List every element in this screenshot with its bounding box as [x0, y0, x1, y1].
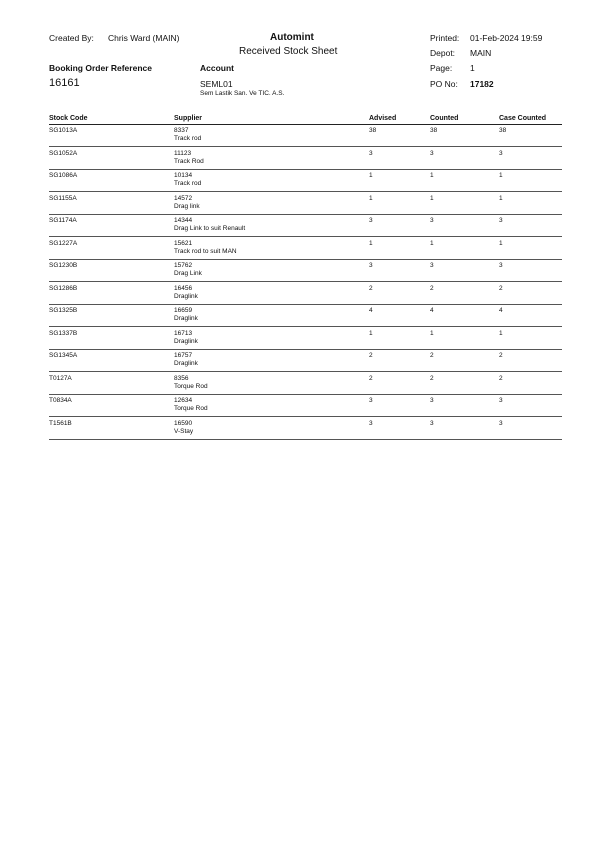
advised-cell: 3 — [369, 149, 373, 157]
depot-label: Depot: — [430, 48, 456, 58]
printed-label: Printed: — [430, 33, 460, 43]
counted-cell: 1 — [430, 329, 434, 337]
row-divider — [49, 146, 562, 147]
counted-cell: 3 — [430, 419, 434, 427]
supplier-description-cell: Track Rod — [174, 157, 204, 165]
case-counted-cell: 1 — [499, 239, 503, 247]
case-counted-cell: 2 — [499, 284, 503, 292]
supplier-description-cell: Draglink — [174, 315, 198, 322]
case-counted-cell: 4 — [499, 307, 503, 314]
depot-value: MAIN — [470, 48, 492, 58]
row-divider — [49, 214, 562, 215]
table-row — [0, 127, 595, 148]
advised-cell: 3 — [369, 262, 373, 269]
advised-cell: 2 — [369, 352, 373, 359]
supplier-description-cell: Drag link — [174, 202, 200, 210]
col-header-stock-code: Stock Code — [49, 115, 88, 122]
advised-cell: 2 — [369, 374, 373, 382]
counted-cell: 38 — [430, 127, 438, 134]
supplier-code-cell: 14344 — [174, 217, 193, 224]
table-row — [0, 217, 595, 238]
created-by-value: Chris Ward (MAIN) — [108, 33, 180, 43]
advised-cell: 1 — [369, 172, 373, 179]
col-header-advised: Advised — [369, 115, 397, 122]
counted-cell: 3 — [430, 217, 434, 224]
advised-cell: 3 — [369, 419, 373, 427]
counted-cell: 3 — [430, 397, 434, 404]
stock-code-cell: SG1345A — [49, 352, 78, 359]
table-row — [0, 285, 595, 306]
stock-code-cell: SG1174A — [49, 217, 77, 224]
table-row — [0, 195, 595, 216]
col-header-counted: Counted — [430, 115, 459, 122]
advised-cell: 3 — [369, 397, 373, 404]
supplier-description-cell: V-Stay — [174, 427, 194, 435]
advised-cell: 2 — [369, 284, 373, 292]
advised-cell: 38 — [369, 127, 377, 134]
table-row — [0, 262, 595, 283]
account-label: Account — [200, 63, 234, 73]
case-counted-cell: 3 — [499, 217, 503, 224]
stock-code-cell: SG1052A — [49, 149, 78, 157]
case-counted-cell: 3 — [499, 262, 503, 269]
stock-code-cell: SG1337B — [49, 329, 78, 337]
supplier-description-cell: Draglink — [174, 292, 198, 300]
counted-cell: 3 — [430, 149, 434, 157]
counted-cell: 1 — [430, 239, 434, 247]
supplier-code-cell: 16757 — [174, 352, 193, 359]
stock-code-cell: SG1155A — [49, 194, 77, 202]
page-number-value: 1 — [470, 63, 475, 73]
case-counted-cell: 3 — [499, 149, 503, 157]
printed-value: 01-Feb-2024 19:59 — [470, 33, 543, 43]
table-row — [0, 397, 595, 418]
table-row — [0, 240, 595, 261]
created-by-label: Created By: — [49, 33, 94, 43]
row-divider — [49, 326, 562, 327]
supplier-code-cell: 12634 — [174, 397, 193, 404]
booking-ref-label: Booking Order Reference — [49, 63, 152, 73]
table-row — [0, 420, 595, 441]
row-divider — [49, 169, 562, 170]
stock-code-cell: T1561B — [49, 419, 72, 427]
row-divider — [49, 259, 562, 260]
row-divider — [49, 416, 562, 417]
table-row — [0, 330, 595, 351]
supplier-code-cell: 15621 — [174, 239, 193, 247]
row-divider — [49, 394, 562, 395]
case-counted-cell: 3 — [499, 397, 503, 404]
table-row — [0, 172, 595, 193]
po-number-value: 17182 — [470, 79, 494, 89]
supplier-description-cell: Torque Rod — [174, 382, 208, 390]
stock-code-cell: SG1086A — [49, 172, 78, 179]
po-number-label: PO No: — [430, 79, 458, 89]
case-counted-cell: 1 — [499, 172, 503, 179]
case-counted-cell: 1 — [499, 329, 503, 337]
account-name: Sem Lastik San. Ve TIC. A.S. — [200, 90, 285, 97]
advised-cell: 1 — [369, 329, 373, 337]
table-row — [0, 150, 595, 171]
booking-ref-value: 16161 — [49, 77, 80, 89]
supplier-code-cell: 8356 — [174, 374, 189, 382]
case-counted-cell: 2 — [499, 352, 503, 359]
supplier-description-cell: Draglink — [174, 360, 198, 367]
supplier-description-cell: Drag Link to suit Renault — [174, 225, 246, 232]
page-number-label: Page: — [430, 63, 453, 73]
col-header-case-counted: Case Counted — [499, 115, 547, 122]
supplier-description-cell: Torque Rod — [174, 405, 208, 412]
supplier-description-cell: Drag Link — [174, 270, 202, 277]
supplier-code-cell: 10134 — [174, 172, 193, 179]
page-title: Received Stock Sheet — [239, 46, 338, 57]
row-divider — [49, 191, 562, 192]
supplier-code-cell: 16713 — [174, 329, 193, 337]
stock-code-cell: T0834A — [49, 397, 72, 404]
row-divider — [49, 439, 562, 440]
row-divider — [49, 349, 562, 350]
advised-cell: 4 — [369, 307, 373, 314]
table-row — [0, 375, 595, 396]
supplier-description-cell: Track rod to suit MAN — [174, 247, 237, 255]
counted-cell: 2 — [430, 374, 434, 382]
stock-code-cell: SG1230B — [49, 262, 78, 269]
supplier-code-cell: 11123 — [174, 149, 192, 157]
supplier-code-cell: 16590 — [174, 419, 193, 427]
row-divider — [49, 236, 562, 237]
case-counted-cell: 2 — [499, 374, 503, 382]
advised-cell: 1 — [369, 239, 373, 247]
case-counted-cell: 1 — [499, 194, 503, 202]
supplier-code-cell: 16659 — [174, 307, 193, 314]
row-divider — [49, 371, 562, 372]
stock-code-cell: SG1013A — [49, 127, 78, 134]
stock-code-cell: T0127A — [49, 374, 72, 382]
advised-cell: 1 — [369, 194, 373, 202]
counted-cell: 1 — [430, 194, 434, 202]
stock-code-cell: SG1227A — [49, 239, 78, 247]
supplier-code-cell: 8337 — [174, 127, 189, 134]
stock-code-cell: SG1286B — [49, 284, 78, 292]
account-code: SEML01 — [200, 79, 233, 89]
case-counted-cell: 38 — [499, 127, 507, 134]
supplier-description-cell: Track rod — [174, 180, 202, 187]
counted-cell: 3 — [430, 262, 434, 269]
supplier-description-cell: Draglink — [174, 337, 198, 345]
col-header-supplier: Supplier — [174, 115, 203, 122]
counted-cell: 4 — [430, 307, 434, 314]
supplier-code-cell: 15762 — [174, 262, 193, 269]
row-divider — [49, 281, 562, 282]
advised-cell: 3 — [369, 217, 373, 224]
supplier-code-cell: 14572 — [174, 194, 193, 202]
company-name: Automint — [270, 32, 314, 43]
supplier-description-cell: Track rod — [174, 135, 202, 142]
supplier-code-cell: 16456 — [174, 284, 193, 292]
table-row — [0, 307, 595, 328]
table-row — [0, 352, 595, 373]
counted-cell: 2 — [430, 284, 434, 292]
counted-cell: 1 — [430, 172, 434, 179]
row-divider — [49, 304, 562, 305]
stock-code-cell: SG1325B — [49, 307, 78, 314]
table-header-divider — [49, 124, 562, 125]
counted-cell: 2 — [430, 352, 434, 359]
case-counted-cell: 3 — [499, 419, 503, 427]
